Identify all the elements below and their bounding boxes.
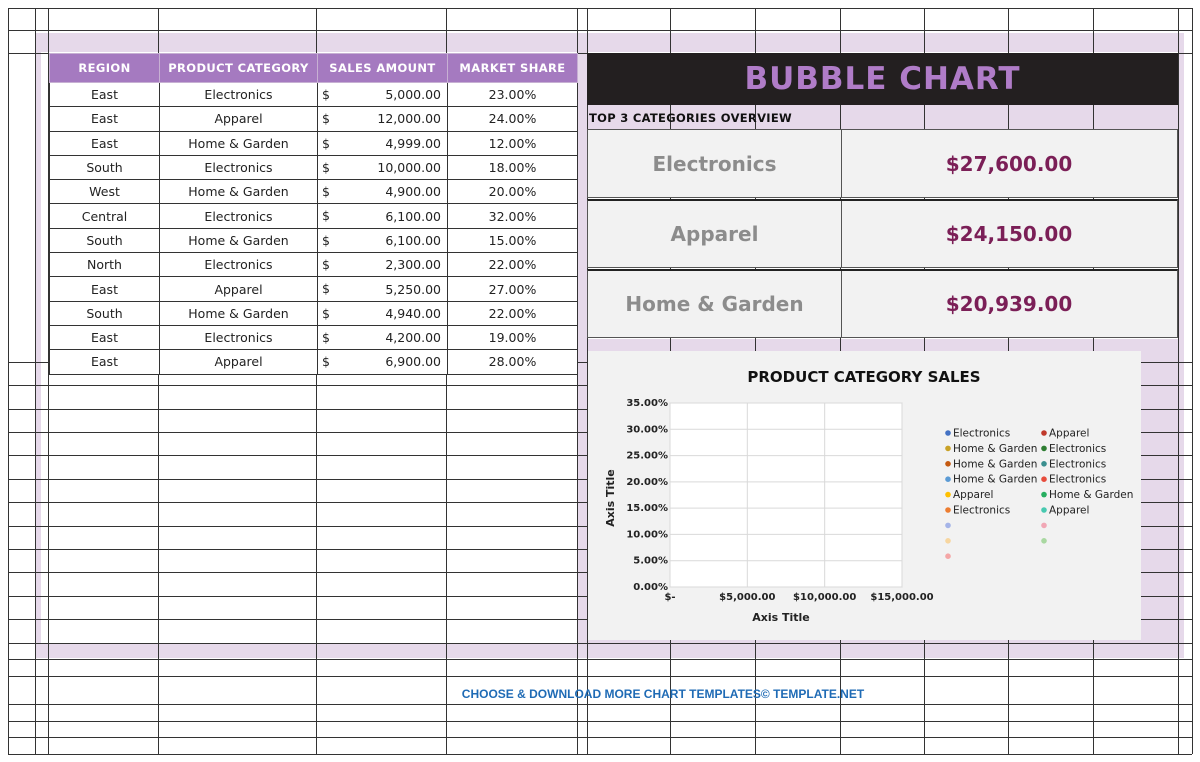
x-tick-label: $5,000.00 [719,592,776,603]
legend-marker [1041,446,1047,452]
region-cell[interactable]: South [50,301,160,325]
currency-symbol: $ [322,257,330,273]
legend-entry[interactable]: Electronics [1049,442,1107,455]
sales-amount-cell[interactable] [318,107,448,131]
sales-amount-cell[interactable] [318,180,448,204]
x-tick-label: $15,000.00 [870,592,934,603]
overview-value: $27,600.00 [945,151,1073,176]
region-cell[interactable]: East [50,350,160,374]
legend-entry[interactable]: Electronics [1049,458,1107,471]
legend-marker [945,538,951,544]
y-tick-label: 0.00% [633,582,668,593]
bubble-chart-title-banner [587,53,1178,105]
chart-canvas [588,351,1141,640]
region-cell[interactable]: Central [50,204,160,228]
y-tick-label: 25.00% [626,450,668,462]
currency-symbol: $ [322,208,330,224]
legend-marker [945,446,951,452]
sales-amount-cell[interactable] [318,350,448,374]
legend-marker [1041,476,1047,482]
x-tick-label: $10,000.00 [793,592,857,603]
table-row [50,131,578,155]
table-row [50,228,578,252]
market-share-cell[interactable]: 27.00% [448,277,578,301]
y-tick-label: 20.00% [626,476,668,488]
currency-symbol: $ [322,354,330,370]
legend-entry[interactable]: Apparel [1049,504,1090,517]
market-share-cell[interactable]: 15.00% [448,228,578,252]
region-cell[interactable]: South [50,155,160,179]
market-share-cell[interactable]: 28.00% [448,350,578,374]
legend-marker [945,523,951,529]
legend-marker [1041,523,1047,529]
plot-area [670,403,902,587]
market-share-cell[interactable]: 32.00% [448,204,578,228]
bubble-chart-title: BUBBLE CHART [744,61,1021,97]
legend-marker [945,461,951,467]
market-share-cell[interactable]: 12.00% [448,131,578,155]
table-row [50,277,578,301]
x-tick-label: $- [664,592,676,603]
category-cell[interactable]: Home & Garden [160,301,318,325]
category-cell[interactable]: Home & Garden [160,228,318,252]
legend-entry[interactable]: Electronics [953,427,1011,440]
column-header-sales-amount[interactable]: SALES AMOUNT [318,54,448,83]
legend-entry[interactable]: Home & Garden [953,473,1038,486]
sales-amount-value: 6,100.00 [385,232,441,248]
sales-amount-cell[interactable] [318,83,448,107]
legend-marker [1041,430,1047,436]
legend-entry[interactable]: Home & Garden [1049,489,1134,502]
currency-symbol: $ [322,184,330,200]
overview-label: TOP 3 CATEGORIES OVERVIEW [589,111,792,125]
category-cell[interactable]: Electronics [160,253,318,277]
category-cell[interactable]: Electronics [160,325,318,349]
overview-category: Electronics [588,130,842,197]
sales-amount-value: 2,300.00 [385,257,441,273]
overview-category: Apparel [588,201,842,267]
currency-symbol: $ [322,135,330,151]
y-tick-label: 30.00% [626,424,668,436]
sales-amount-value: 10,000.00 [377,160,441,176]
product-category-sales-chart[interactable] [588,351,1141,640]
chart-title: PRODUCT CATEGORY SALES [747,368,981,386]
legend-marker [945,430,951,436]
table-row [50,180,578,204]
table-row [50,301,578,325]
legend-marker [1041,538,1047,544]
sales-amount-value: 4,999.00 [385,135,441,151]
overview-value: $20,939.00 [945,292,1073,316]
legend-marker [945,553,951,559]
category-cell[interactable]: Electronics [160,83,318,107]
table-header-row [50,54,578,83]
table-row [50,350,578,374]
legend-marker [1041,461,1047,467]
market-share-cell[interactable]: 24.00% [448,107,578,131]
sales-amount-cell[interactable] [318,277,448,301]
y-axis-title: Axis Title [604,469,617,527]
legend-marker [945,507,951,513]
market-share-cell[interactable]: 19.00% [448,325,578,349]
category-cell[interactable]: Home & Garden [160,180,318,204]
currency-symbol: $ [322,111,330,127]
column-header-market-share[interactable]: MARKET SHARE [448,54,578,83]
market-share-cell[interactable]: 23.00% [448,83,578,107]
region-cell[interactable]: East [50,325,160,349]
overview-row [587,269,1178,338]
sales-amount-cell[interactable] [318,253,448,277]
market-share-cell[interactable]: 20.00% [448,180,578,204]
category-cell[interactable]: Home & Garden [160,131,318,155]
sales-amount-value: 4,900.00 [385,184,441,200]
region-cell[interactable]: East [50,131,160,155]
region-cell[interactable]: East [50,83,160,107]
y-tick-label: 10.00% [626,529,668,541]
overview-category: Home & Garden [588,271,842,337]
market-share-cell[interactable]: 18.00% [448,155,578,179]
category-cell[interactable]: Apparel [160,350,318,374]
y-tick-label: 15.00% [626,503,668,515]
category-cell[interactable]: Electronics [160,155,318,179]
market-share-cell[interactable]: 22.00% [448,253,578,277]
legend-marker [1041,492,1047,498]
legend-entry[interactable]: Apparel [1049,427,1090,440]
currency-symbol: $ [322,281,330,297]
legend-marker [945,476,951,482]
overview-row [587,129,1178,198]
currency-symbol: $ [322,232,330,248]
sales-amount-cell[interactable] [318,325,448,349]
legend-marker [1041,507,1047,513]
legend-entry[interactable]: Electronics [1049,473,1107,486]
download-templates-link[interactable]: CHOOSE & DOWNLOAD MORE CHART TEMPLATES© TEMPLATE.NET [461,687,865,701]
legend-entry[interactable]: Home & Garden [953,442,1038,455]
sales-amount-value: 12,000.00 [377,111,441,127]
sales-amount-cell[interactable] [318,301,448,325]
legend-marker [945,492,951,498]
column-header-region[interactable]: REGION [50,54,160,83]
currency-symbol: $ [322,159,330,175]
column-header-product-category[interactable]: PRODUCT CATEGORY [160,54,318,83]
y-tick-label: 5.00% [633,555,668,567]
table-row [50,204,578,228]
currency-symbol: $ [322,87,330,102]
sales-amount-cell[interactable] [318,131,448,155]
y-tick-label: 35.00% [626,398,668,409]
sales-data-table [49,53,578,375]
overview-row [587,199,1178,268]
region-cell[interactable]: East [50,107,160,131]
region-cell[interactable]: East [50,277,160,301]
legend-entry[interactable]: Home & Garden [953,458,1038,471]
legend-entry[interactable]: Electronics [953,504,1011,517]
sales-amount-value: 5,000.00 [385,87,441,103]
legend-entry[interactable]: Apparel [953,489,994,502]
sales-amount-cell[interactable] [318,228,448,252]
category-cell[interactable]: Apparel [160,277,318,301]
region-cell[interactable]: West [50,180,160,204]
table-row [50,325,578,349]
sales-amount-value: 5,250.00 [385,281,441,297]
sales-amount-value: 6,900.00 [385,354,441,370]
sales-amount-value: 4,940.00 [385,305,441,321]
currency-symbol: $ [322,305,330,321]
category-cell[interactable]: Electronics [160,204,318,228]
sales-amount-cell[interactable] [318,155,448,179]
table-row [50,107,578,131]
currency-symbol: $ [322,329,330,345]
sales-amount-value: 4,200.00 [385,330,441,346]
category-cell[interactable]: Apparel [160,107,318,131]
region-cell[interactable]: North [50,253,160,277]
market-share-cell[interactable]: 22.00% [448,301,578,325]
table-row [50,155,578,179]
x-axis-title: Axis Title [752,611,810,624]
overview-value: $24,150.00 [945,222,1073,246]
region-cell[interactable]: South [50,228,160,252]
table-row [50,83,578,107]
sales-amount-cell[interactable] [318,204,448,228]
table-row [50,253,578,277]
sales-amount-value: 6,100.00 [385,208,441,224]
